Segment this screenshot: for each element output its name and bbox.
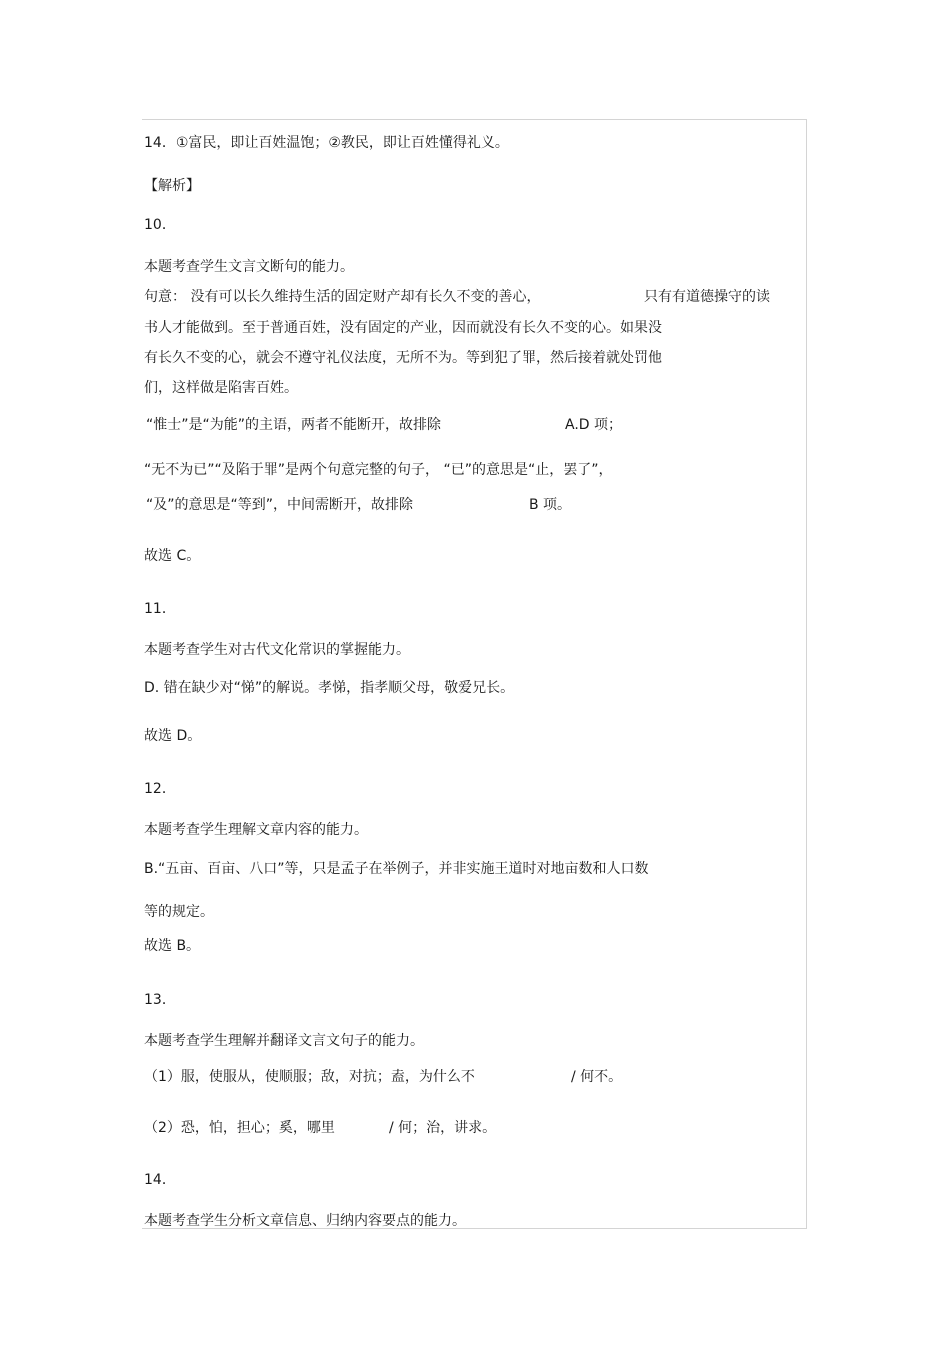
q10-exclusion-1-text: “惟士”是“为能”的主语，两者不能断开，故排除 — [146, 417, 442, 433]
q14-number: 14． — [144, 1172, 176, 1188]
q10-meaning-part-a: 句意： 没有可以长久维持生活的固定财产却有长久不变的善心， — [144, 289, 541, 305]
q12-choice: 故选 B。 — [144, 938, 201, 954]
q10-number: 10． — [144, 217, 176, 233]
q10-exclusion-3-option: B 项。 — [529, 497, 572, 513]
q10-exclusion-2: “无不为已”“及陷于罪”是两个句意完整的句子， “已”的意思是“止，罢了”， — [144, 462, 613, 478]
q13-item-1-alt: / 何不。 — [571, 1069, 623, 1085]
page-frame — [142, 119, 807, 1229]
q10-meaning-line3: 有长久不变的心，就会不遵守礼仪法度，无所不为。等到犯了罪，然后接着就处罚他 — [144, 350, 662, 366]
q10-meaning-part-b: 只有有道德操守的读 — [644, 289, 770, 305]
q10-exclusion-1-options: A.D 项； — [565, 417, 623, 433]
q11-option-d: D. 错在缺少对“悌”的解说。孝悌，指孝顺父母，敬爱兄长。 — [144, 680, 515, 696]
q12-number: 12． — [144, 781, 176, 797]
q10-meaning-line2: 书人才能做到。至于普通百姓，没有固定的产业，因而就没有长久不变的心。如果没 — [144, 320, 662, 336]
q10-choice: 故选 C。 — [144, 548, 201, 564]
q14-answer: 14．①富民，即让百姓温饱；②教民，即让百姓懂得礼义。 — [144, 135, 509, 151]
q10-topic: 本题考查学生文言文断句的能力。 — [144, 259, 354, 275]
q10-meaning-line4: 们，这样做是陷害百姓。 — [144, 380, 298, 396]
q11-topic: 本题考查学生对古代文化常识的掌握能力。 — [144, 642, 410, 658]
q13-item-2-alt: / 何；治，讲求。 — [389, 1120, 497, 1136]
q13-number: 13． — [144, 992, 176, 1008]
q12-option-b-line2: 等的规定。 — [144, 904, 214, 920]
q12-option-b-line1: B.“五亩、百亩、八口”等，只是孟子在举例子，并非实施王道时对地亩数和人口数 — [144, 861, 649, 877]
q12-topic: 本题考查学生理解文章内容的能力。 — [144, 822, 368, 838]
q14-topic: 本题考查学生分析文章信息、归纳内容要点的能力。 — [144, 1213, 466, 1229]
q13-item-1-text: （1）服，使服从，使顺服；敌，对抗；盍，为什么不 — [144, 1069, 475, 1085]
q10-exclusion-3-text: “及”的意思是“等到”，中间需断开，故排除 — [146, 497, 414, 513]
analysis-header: 【解析】 — [144, 178, 200, 194]
q13-item-2-text: （2）恐，怕，担心；奚，哪里 — [144, 1120, 335, 1136]
q11-number: 11． — [144, 601, 176, 617]
q11-choice: 故选 D。 — [144, 728, 202, 744]
q13-topic: 本题考查学生理解并翻译文言文句子的能力。 — [144, 1033, 424, 1049]
